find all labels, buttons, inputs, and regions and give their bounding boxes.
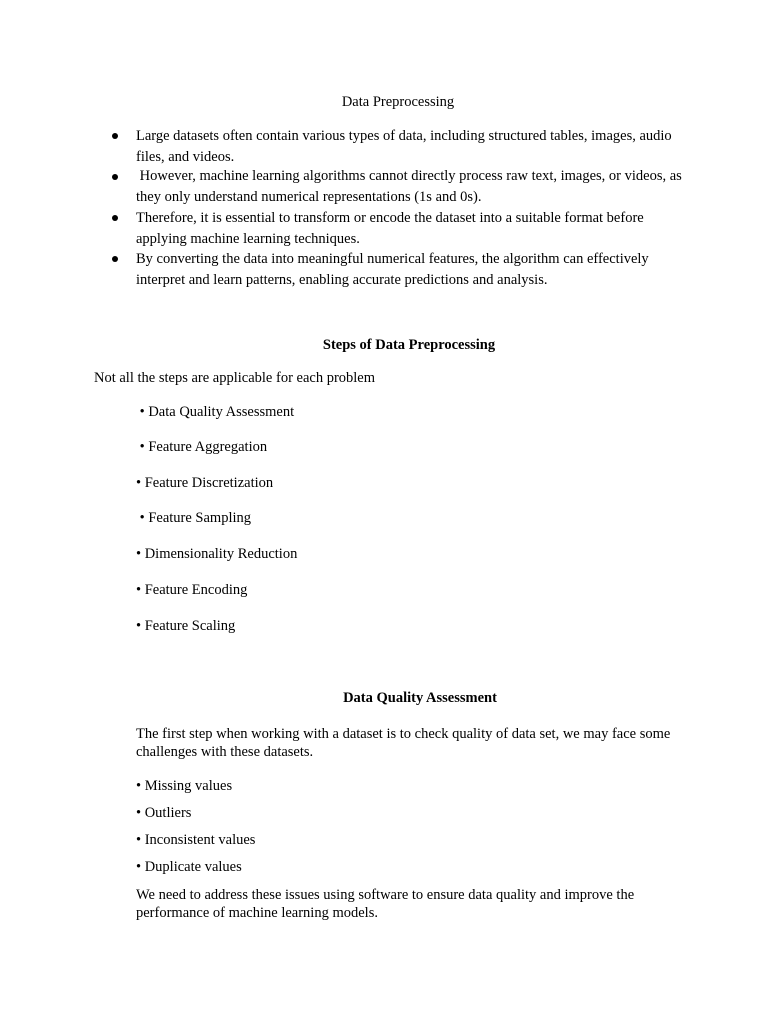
dqa-outro-line: performance of machine learning models. <box>136 905 378 921</box>
steps-heading: Steps of Data Preprocessing <box>322 337 496 353</box>
bullet-text-line: Therefore, it is essential to transform or encode the dataset into a suitable format before <box>136 210 644 226</box>
dqa-heading: Data Quality Assessment <box>343 690 497 706</box>
bullet-icon <box>112 215 118 221</box>
page-title: Data Preprocessing <box>341 94 455 110</box>
bullet-text-line: interpret and learn patterns, enabling accurate predictions and analysis. <box>136 272 548 288</box>
dqa-outro-line: We need to address these issues using software to ensure data quality and improve the <box>136 887 635 903</box>
list-item: • Missing values <box>136 778 233 794</box>
bullet-text-line: files, and videos. <box>136 149 235 165</box>
steps-note: Not all the steps are applicable for each problem <box>94 370 376 386</box>
list-item: • Dimensionality Reduction <box>136 546 298 562</box>
bullet-text-line: they only understand numerical representations (1s and 0s). <box>136 189 482 205</box>
dqa-intro-line: The first step when working with a dataset is to check quality of data set, we may face some <box>136 726 671 742</box>
bullet-icon <box>112 133 118 139</box>
dqa-intro-line: challenges with these datasets. <box>136 744 314 760</box>
list-item: • Feature Encoding <box>136 582 248 598</box>
bullet-text-line: Large datasets often contain various types of data, including structured tables, images, audio <box>136 128 672 144</box>
list-item: • Duplicate values <box>136 859 242 875</box>
bullet-text-line: applying machine learning techniques. <box>136 231 360 247</box>
bullet-icon <box>112 174 118 180</box>
list-item: • Feature Sampling <box>136 510 252 526</box>
list-item: • Inconsistent values <box>136 832 256 848</box>
list-item: • Outliers <box>136 805 192 821</box>
list-item: • Data Quality Assessment <box>136 404 295 420</box>
list-item: • Feature Aggregation <box>136 439 268 455</box>
bullet-text-line: By converting the data into meaningful numerical features, the algorithm can effectively <box>136 251 649 267</box>
bullet-text-line: However, machine learning algorithms cannot directly process raw text, images, or videos, as <box>136 168 682 184</box>
list-item: • Feature Scaling <box>136 618 236 634</box>
bullet-icon <box>112 256 118 262</box>
list-item: • Feature Discretization <box>136 475 274 491</box>
